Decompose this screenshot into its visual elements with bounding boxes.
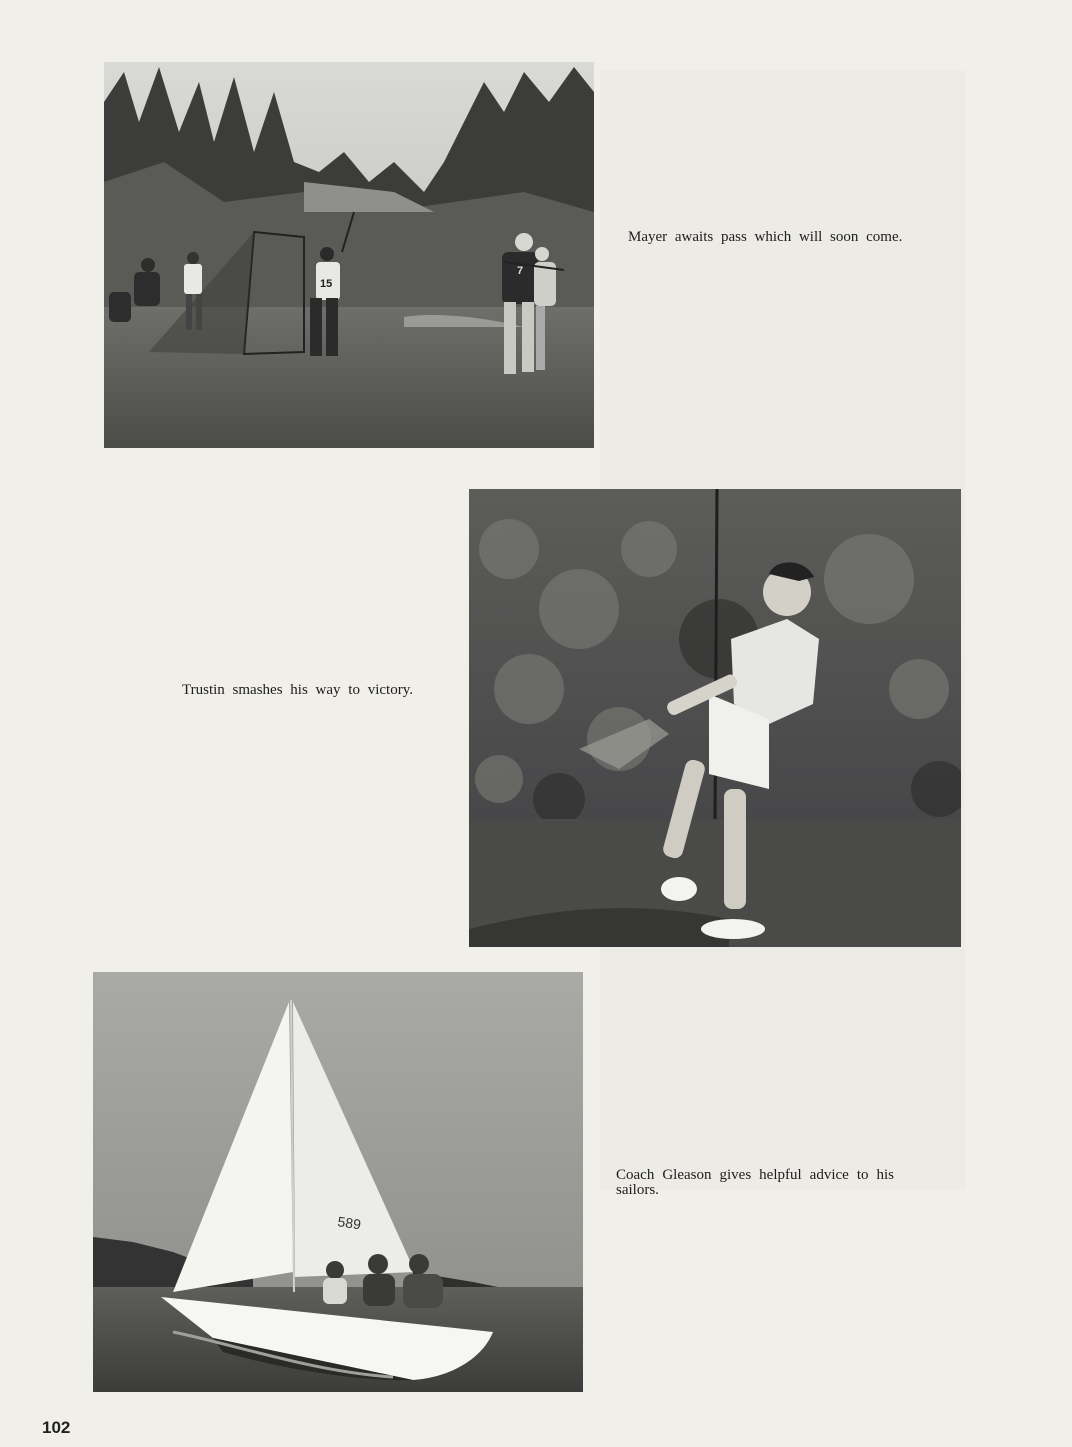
tennis-caption: Trustin smashes his way to victory.	[182, 682, 413, 698]
jersey-number-7: 7	[517, 265, 524, 277]
page-number: 102	[42, 1418, 71, 1437]
sail-number: 589	[336, 1213, 362, 1233]
lacrosse-caption: Mayer awaits pass which will soon come.	[628, 229, 903, 245]
jersey-number-15: 15	[320, 278, 333, 290]
lacrosse-photo	[104, 62, 594, 448]
tennis-photo	[469, 489, 961, 947]
sailboat-photo	[93, 972, 583, 1392]
sailing-caption: Coach Gleason gives helpful advice to his sailors.	[616, 1167, 894, 1198]
